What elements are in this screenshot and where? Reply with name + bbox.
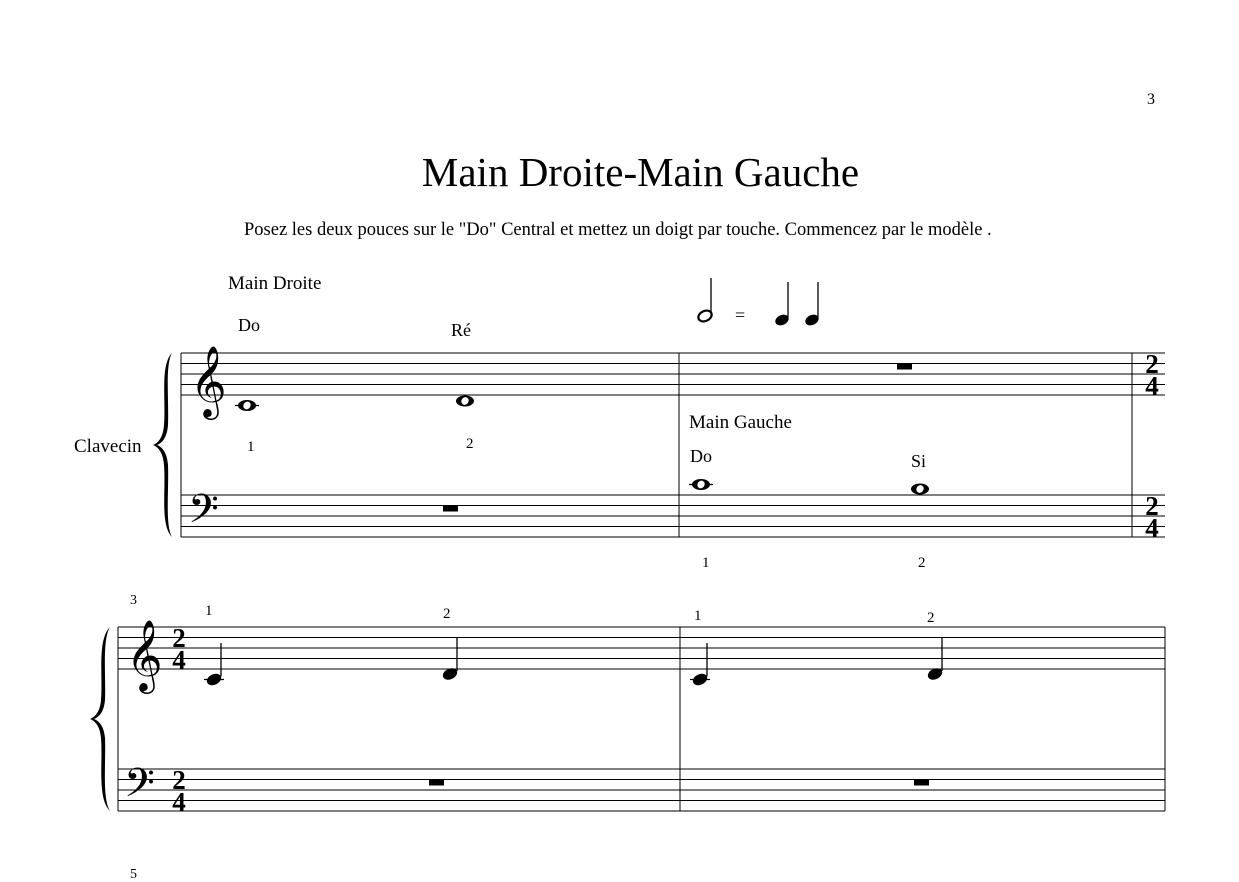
time-signature-bottom: 4 [1145,371,1159,401]
instruction-text: Posez les deux pouces sur le "Do" Central et mettez un doigt par touche. Commencez par le modèle . [244,220,992,240]
bass-clef-icon: 𝄢 [188,488,219,541]
page-title: Main Droite-Main Gauche [421,149,860,195]
whole-note-c4-bass [689,479,713,490]
quarter-note-c4 [690,643,710,687]
quarter-note-d4 [441,638,459,682]
time-signature-top: 2 [1145,491,1159,521]
whole-rest [443,506,458,512]
brace-s2 [90,627,110,811]
fingering: 1 [205,603,213,619]
staff-lines-treble-s2 [118,627,1165,669]
note-name: Ré [451,320,471,340]
equals-sign: = [735,305,746,325]
bass-clef-icon: 𝄢 [124,762,155,815]
left-hand-label: Main Gauche [689,412,792,433]
whole-rest [897,364,912,370]
fingering: 2 [927,610,935,626]
fingering: 1 [694,608,702,624]
note-value-legend [697,278,821,327]
treble-clef-icon: 𝄞 [126,622,163,690]
fingering: 2 [443,606,451,622]
treble-clef-icon: 𝄞 [190,348,227,416]
instrument-name: Clavecin [74,436,142,457]
staff-lines-treble-s1 [181,353,1165,395]
fingering: 2 [918,555,926,571]
page-number: 3 [1147,91,1155,108]
note-name: Do [238,315,260,335]
whole-note-d4 [456,396,474,407]
time-signature-top: 2 [1145,349,1159,379]
time-signature-bottom: 4 [1145,513,1159,543]
time-signature-bottom: 4 [172,645,186,675]
brace-s1 [153,353,172,537]
fingering: 2 [466,436,474,452]
time-signature-bottom: 4 [172,787,186,817]
note-name: Si [911,451,927,471]
whole-note-c4 [235,400,259,411]
quarter-note-d4 [926,638,944,682]
whole-rest [429,780,444,786]
measure-number-system2: 3 [130,593,137,608]
note-name: Do [690,446,712,466]
time-signature-top: 2 [172,623,186,653]
whole-note-b3 [911,484,929,495]
staff-lines-bass-s2 [118,769,1165,811]
measure-number-system3: 5 [130,867,137,882]
staff-lines-bass-s1 [181,495,1165,537]
time-signature-top: 2 [172,765,186,795]
fingering: 1 [702,555,710,571]
quarter-note-c4 [204,643,224,687]
fingering: 1 [247,439,255,455]
whole-rest [914,780,929,786]
right-hand-label: Main Droite [228,273,322,294]
